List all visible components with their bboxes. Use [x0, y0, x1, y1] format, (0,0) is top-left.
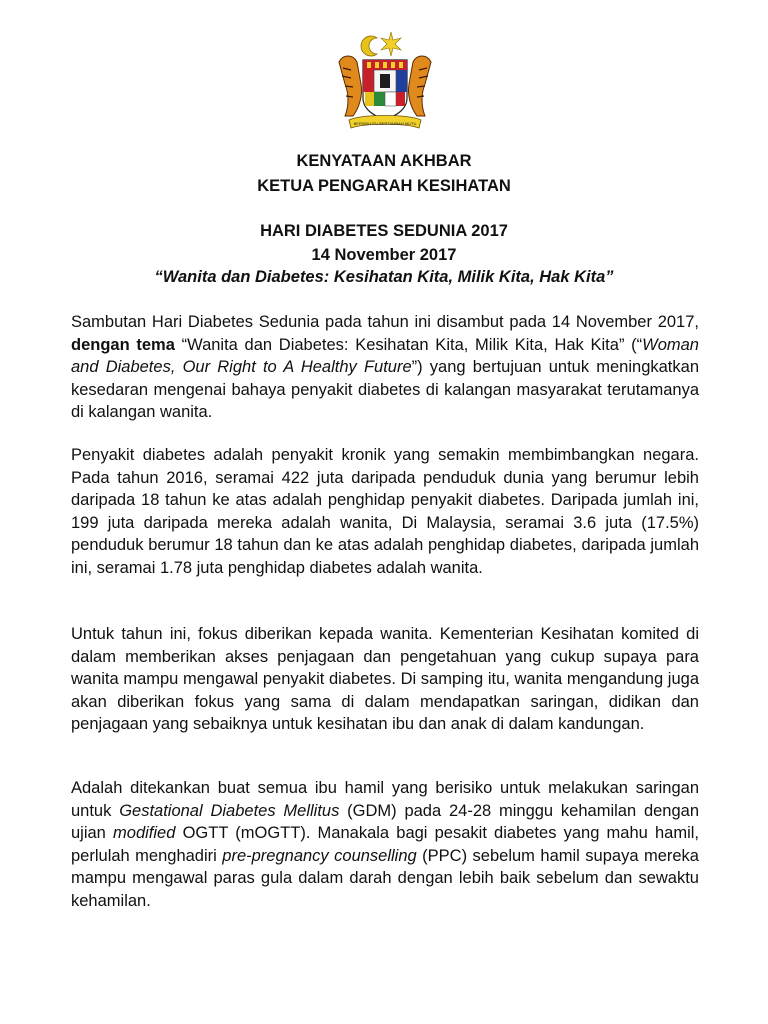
- heading-event-title: HARI DIABETES SEDUNIA 2017: [260, 222, 508, 240]
- heading-press-statement: KENYATAAN AKHBAR: [296, 152, 472, 170]
- paragraph-1: [71, 311, 699, 424]
- paragraph-1-text-a: Sambutan Hari Diabetes Sedunia pada tahun ini disambut pada 14 November 2017,: [71, 313, 699, 331]
- crest-motto-text: BERSEKUTU BERTAMBAH MUTU: [353, 121, 417, 126]
- heading-director-general: KETUA PENGARAH KESIHATAN: [257, 177, 511, 195]
- heading-date: 14 November 2017: [311, 246, 457, 264]
- paragraph-4-text-a: Adalah ditekankan buat semua ibu hamil yang berisiko untuk melakukan saringan untuk: [71, 779, 699, 820]
- paragraph-4-modified-term: modified: [113, 824, 176, 843]
- paragraph-4-text-g: (PPC) sebelum hamil supaya mereka mampu mengawal paras gula dalam darah dengan lebih baik sebelum dan sewaktu kehamilan.: [71, 846, 699, 910]
- paragraph-4-gdm-term: Gestational Diabetes Mellitus: [119, 801, 340, 820]
- paragraph-4-text-c: (GDM) pada 24-28 minggu kehamilan dengan ujian: [71, 801, 700, 843]
- paragraph-4-ppc-term: pre-pregnancy counselling: [222, 846, 417, 865]
- paragraph-3: Untuk tahun ini, fokus diberikan kepada wanita. Kementerian Kesihatan komited di dalam memberikan akses penjagaan dan pengetahuan yang cukup supaya para wanita mampu mengawal penyakit diabetes. Di samping itu, wanita mengandung juga akan diberikan fokus yang sama di dalam mendapatkan saringan, didikan dan penjagaan yang sebaiknya untuk kesihatan ibu dan anak di dalam kandungan.: [71, 625, 699, 734]
- paragraph-1-text-c: “Wanita dan Diabetes: Kesihatan Kita, Milik Kita, Hak Kita” (“: [174, 335, 643, 354]
- coat-of-arms-emblem: [333, 24, 437, 136]
- paragraph-1-english-theme: Woman and Diabetes, Our Right to A Healthy Future: [71, 335, 699, 377]
- paragraph-1-text-e: ”) yang bertujuan untuk meningkatkan kesedaran mengenai bahaya penyakit diabetes di kalangan masyarakat terutamanya di kalangan wanita.: [71, 358, 699, 422]
- paragraph-4: [71, 777, 699, 913]
- paragraph-1-bold-theme: dengan tema: [71, 335, 175, 354]
- heading-theme: “Wanita dan Diabetes: Kesihatan Kita, Milik Kita, Hak Kita”: [154, 268, 614, 286]
- paragraph-4-text-e: OGTT (mOGTT). Manakala bagi pesakit diabetes yang mahu hamil, perlulah menghadiri: [71, 824, 699, 865]
- paragraph-2: Penyakit diabetes adalah penyakit kronik yang semakin membimbangkan negara. Pada tahun 2016, seramai 422 juta daripada penduduk dunia yang berumur lebih daripada 18 tahun ke atas adalah penghidap penyakit diabetes. Daripada jumlah ini, 199 juta daripada mereka adalah wanita, Di Malaysia, seramai 3.6 juta (17.5%) penduduk berumur 18 tahun dan ke atas adalah penghidap diabetes, daripada jumlah ini, seramai 1.78 juta penghidap diabetes adalah wanita.: [71, 446, 699, 577]
